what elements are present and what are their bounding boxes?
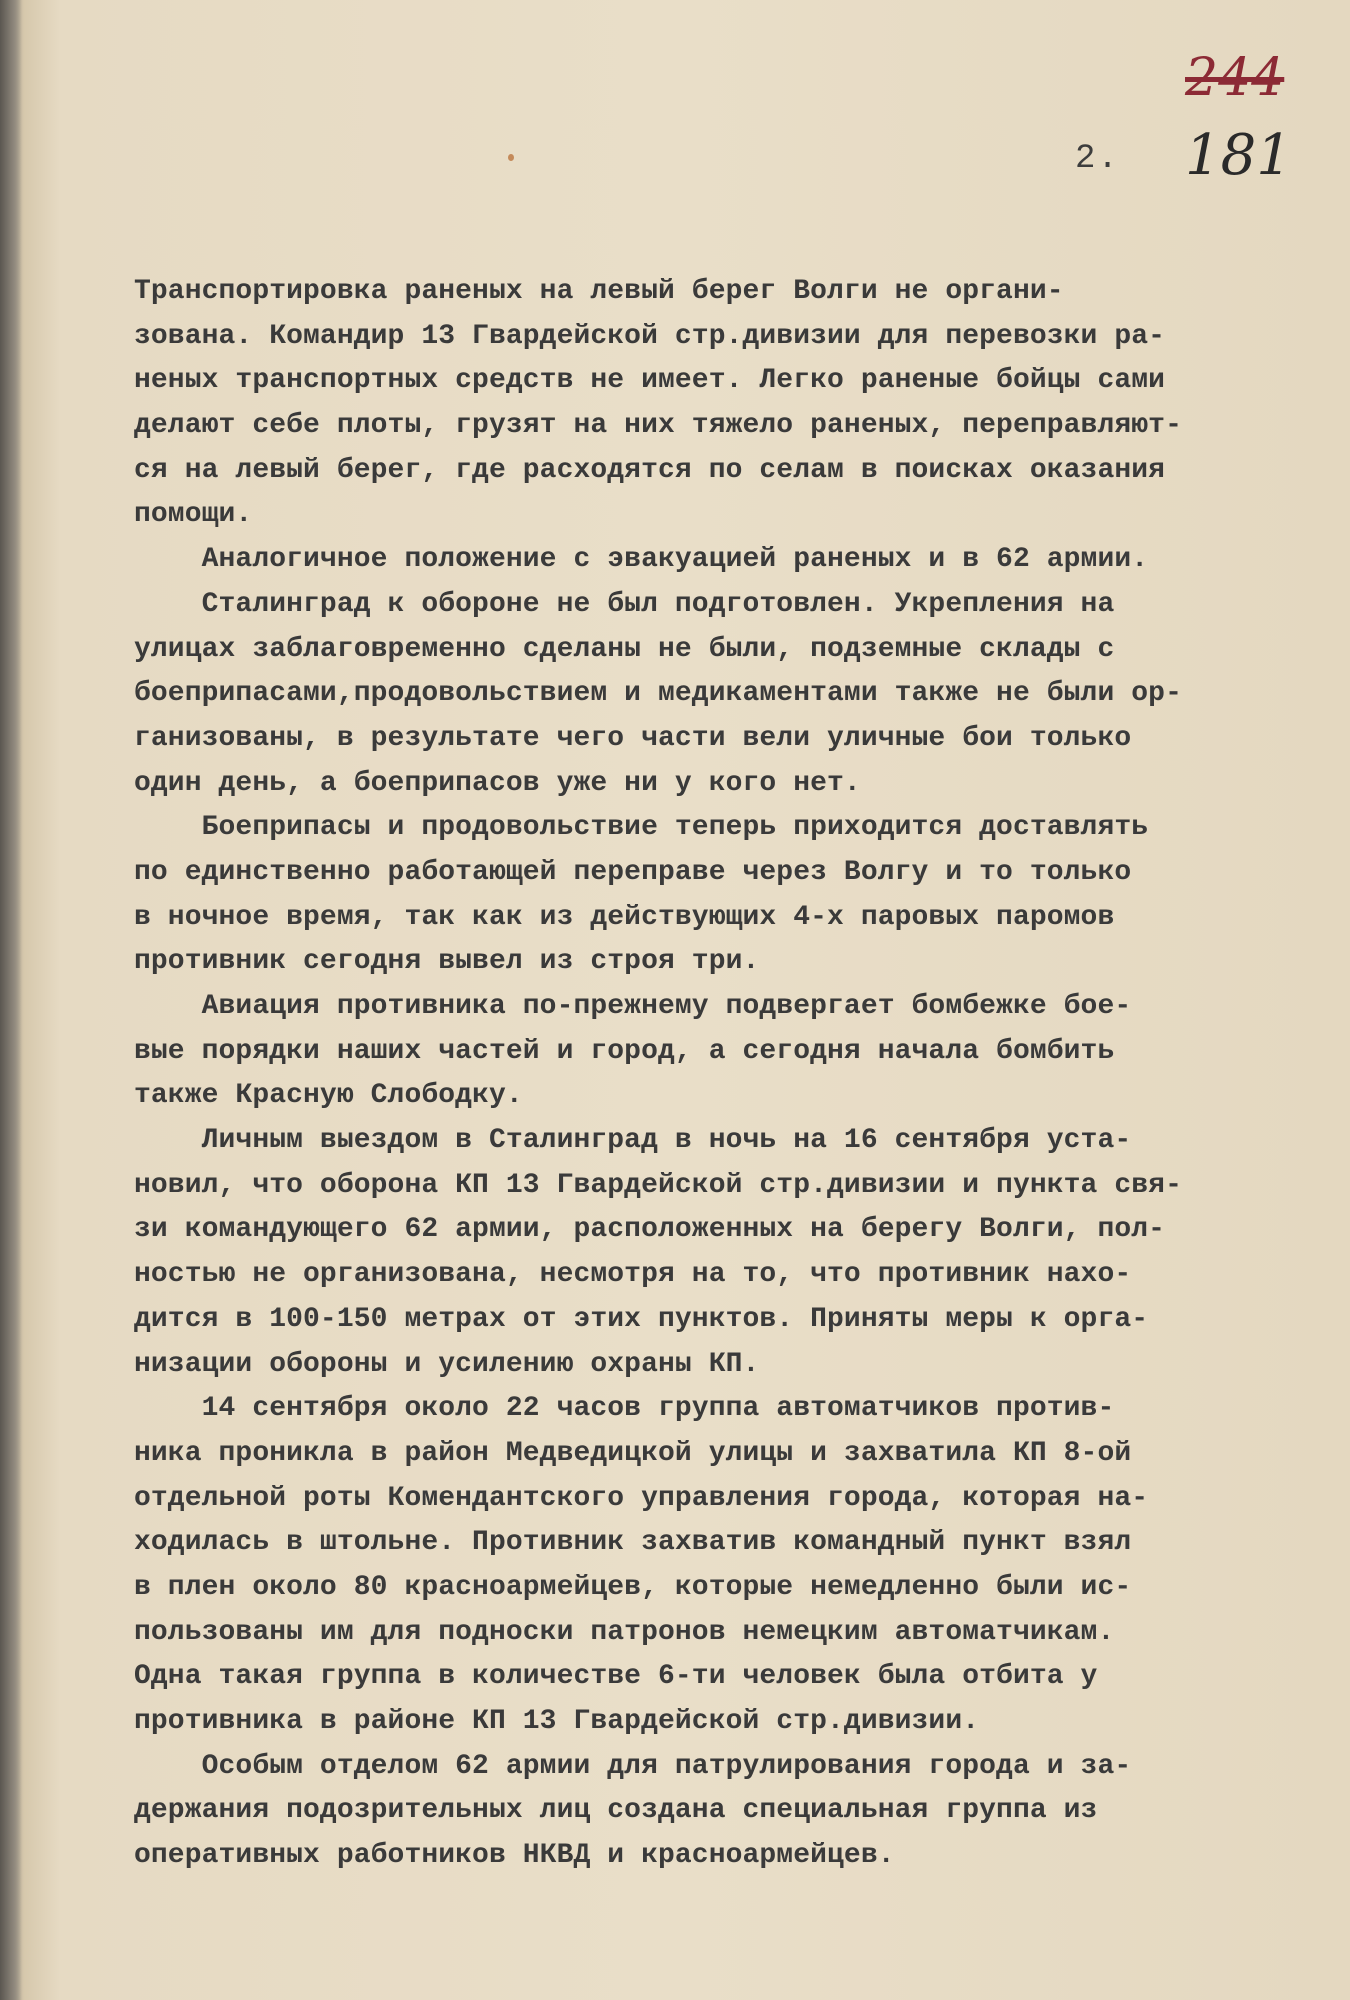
- text-line: ганизованы, в результате чего части вели уличные бои только: [134, 722, 1132, 754]
- text-line: ся на левый берег, где расходятся по селам в поисках оказания: [134, 454, 1166, 486]
- text-line: противник сегодня вывел из строя три.: [134, 946, 760, 978]
- text-line: отдельной роты Комендантского управления города, которая на-: [134, 1482, 1149, 1514]
- text-line: Аналогичное положение с эвакуацией раненых и в 62 армии.: [134, 544, 1149, 576]
- archive-number-new: 181: [1185, 123, 1292, 188]
- text-line: новил, что оборона КП 13 Гвардейской стр.дивизии и пункта свя-: [134, 1169, 1182, 1201]
- text-line: улицах заблаговременно сделаны не были, подземные склады с: [134, 633, 1115, 665]
- text-line: также Красную Слободку.: [134, 1080, 523, 1112]
- text-line: один день, а боеприпасов уже ни у кого нет.: [134, 767, 861, 799]
- ink-dot: [508, 154, 514, 161]
- text-line: боеприпасами,продовольствием и медикаментами также не были ор-: [134, 678, 1182, 710]
- text-line: зована. Командир 13 Гвардейской стр.дивизии для перевозки ра-: [134, 320, 1166, 352]
- text-line: низации обороны и усилению охраны КП.: [134, 1348, 760, 1380]
- text-line: зи командующего 62 армии, расположенных на берегу Волги, пол-: [134, 1214, 1166, 1246]
- text-line: 14 сентября около 22 часов группа автоматчиков против-: [134, 1393, 1115, 1425]
- text-line: Особым отделом 62 армии для патрулирования города и за-: [134, 1750, 1132, 1782]
- text-line: делают себе плоты, грузят на них тяжело раненых, переправляют-: [134, 410, 1182, 442]
- text-line: неных транспортных средств не имеет. Легко раненые бойцы сами: [134, 365, 1166, 397]
- text-line: в ночное время, так как из действующих 4-х паровых паромов: [134, 901, 1115, 933]
- text-line: Боеприпасы и продовольствие теперь приходится доставлять: [134, 812, 1149, 844]
- binding-fold: [0, 0, 22, 2000]
- text-line: ностью не организована, несмотря на то, что противник нахо-: [134, 1259, 1132, 1291]
- text-line: помощи.: [134, 499, 253, 531]
- text-line: Одна такая группа в количестве 6-ти человек была отбита у: [134, 1661, 1098, 1693]
- archive-number-old: 244: [1185, 48, 1285, 108]
- text-line: Транспортировка раненых на левый берег Волги не органи-: [134, 276, 1064, 307]
- text-line: пользованы им для подноски патронов немецким автоматчикам.: [134, 1616, 1115, 1648]
- text-line: Личным выездом в Сталинград в ночь на 16 сентября уста-: [134, 1125, 1132, 1157]
- text-line: оперативных работников НКВД и красноармейцев.: [134, 1840, 895, 1872]
- text-line: ника проникла в район Медведицкой улицы и захватила КП 8-ой: [134, 1437, 1132, 1469]
- text-line: в плен около 80 красноармейцев, которые немедленно были ис-: [134, 1571, 1132, 1603]
- text-line: ходилась в штольне. Противник захватив командный пункт взял: [134, 1527, 1132, 1559]
- text-line: Сталинград к обороне не был подготовлен. Укрепления на: [134, 588, 1115, 620]
- document-body: [134, 270, 1334, 1879]
- text-line: Авиация противника по-прежнему подвергает бомбежке бое-: [134, 991, 1132, 1022]
- text-line: противника в районе КП 13 Гвардейской стр.дивизии.: [134, 1706, 980, 1737]
- text-line: вые порядки наших частей и город, а сегодня начала бомбить: [134, 1035, 1115, 1067]
- text-line: по единственно работающей переправе через Волгу и то только: [134, 856, 1132, 888]
- page-number: 2.: [1075, 140, 1120, 178]
- text-line: дится в 100-150 метрах от этих пунктов. Приняты меры к орга-: [134, 1303, 1149, 1335]
- text-line: держания подозрительных лиц создана специальная группа из: [134, 1795, 1098, 1827]
